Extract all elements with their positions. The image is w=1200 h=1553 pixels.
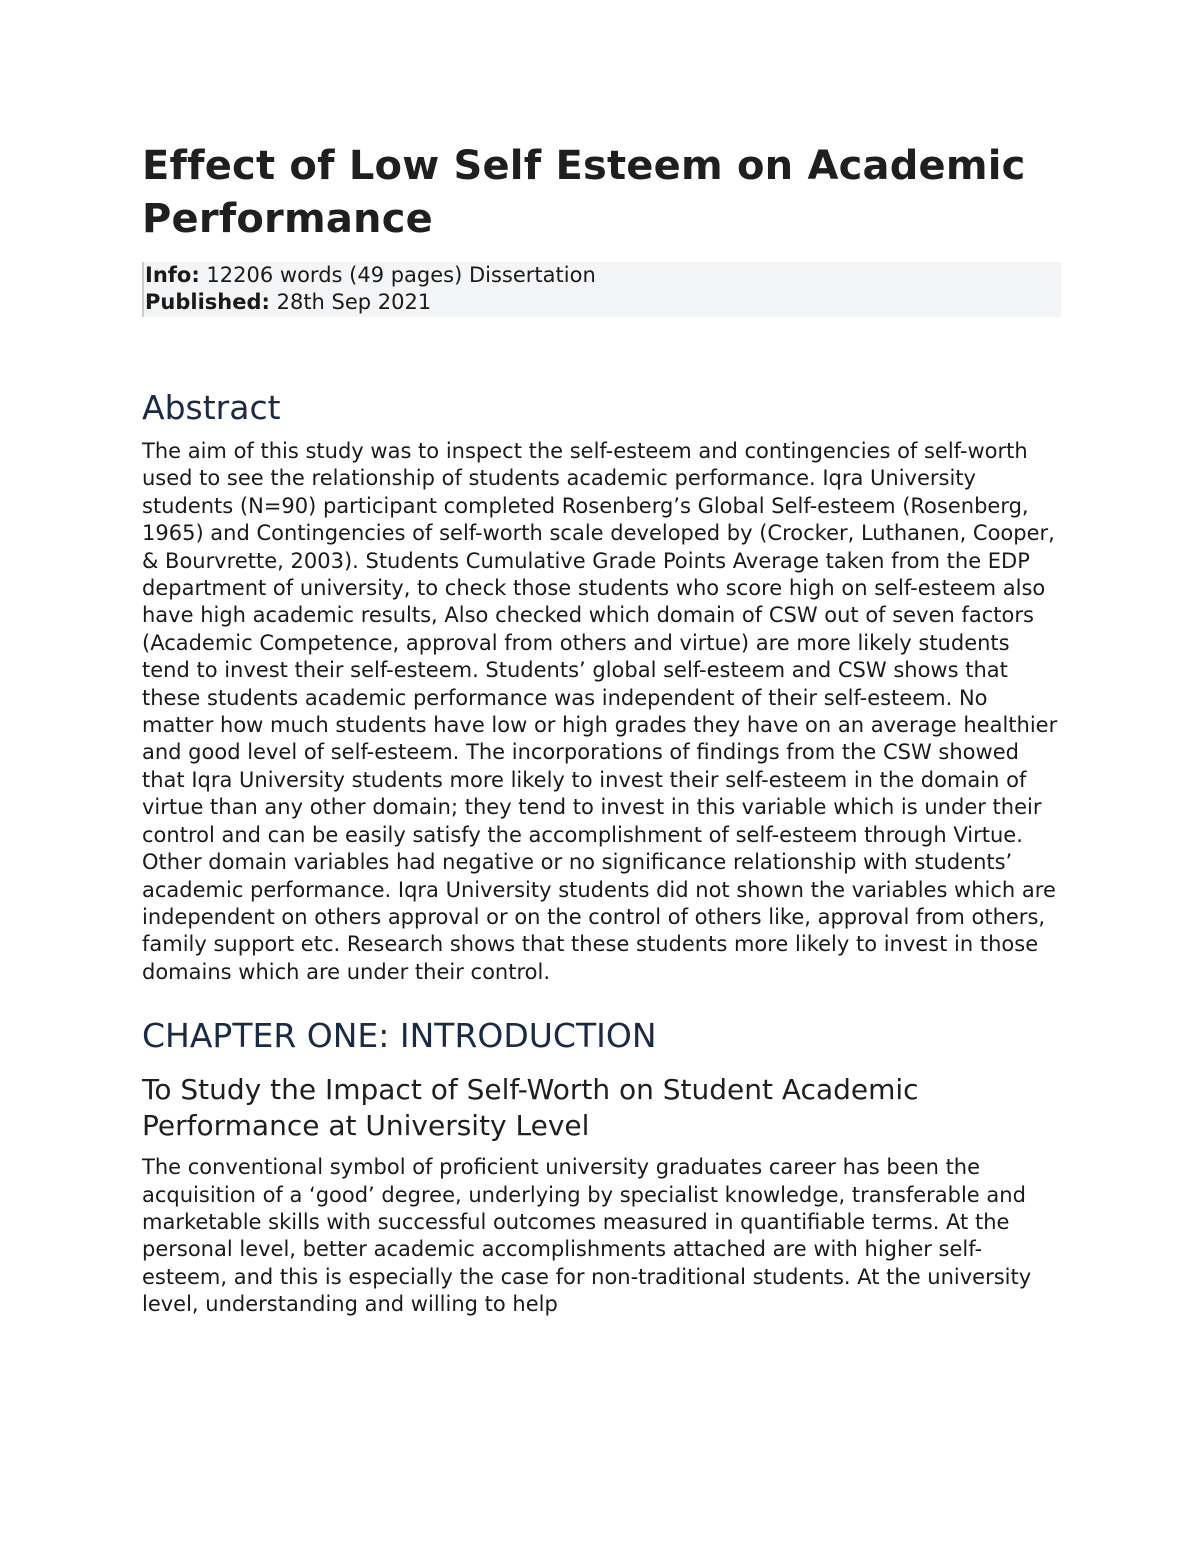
info-label: Info: bbox=[145, 263, 200, 287]
published-line bbox=[145, 289, 1061, 316]
info-box bbox=[142, 262, 1061, 317]
chapter-heading: CHAPTER ONE: INTRODUCTION bbox=[142, 1016, 657, 1056]
abstract-heading: Abstract bbox=[142, 388, 281, 427]
chapter-subheading: To Study the Impact of Self-Worth on Student Academic Performance at University Level bbox=[142, 1073, 919, 1143]
document-title: Effect of Low Self Esteem on Academic Performance bbox=[142, 143, 1026, 242]
info-line bbox=[145, 262, 1061, 289]
info-value: 12206 words (49 pages) Dissertation bbox=[206, 263, 596, 287]
published-value: 28th Sep 2021 bbox=[276, 290, 432, 314]
chapter-paragraph: The conventional symbol of proficient university graduates career has been the acquisition of a ‘good’ degree, underlying by specialist knowledge, transferable and marketable skills with successful outcomes measured in quantifiable terms. At the personal level, better academic accomplishments attached are with higher self-esteem, and this is especially the case for non-traditional students. At the university level, understanding and willing to help bbox=[142, 1155, 1032, 1317]
document-page bbox=[142, 140, 1060, 1319]
abstract-paragraph: The aim of this study was to inspect the self-esteem and contingencies of self-worth used to see the relationship of students academic performance. Iqra University students (N=90) participant completed Rosenberg’s Global Self-esteem (Rosenberg, 1965) and Contingencies of self-worth scale developed by (Crocker, Luthanen, Cooper, & Bourvrette, 2003). Students Cumulative Grade Points Average taken from the EDP department of university, to check those students who score high on self-esteem also have high academic results, Also checked which domain of CSW out of seven factors (Academic Competence, approval from others and virtue) are more likely students tend to invest their self-esteem. Students’ global self-esteem and CSW shows that these students academic performance was independent of their self-esteem. No matter how much students have low or high grades they have on an average healthier and good level of self-esteem. The incorporations of findings from the CSW showed that Iqra University students more likely to invest their self-esteem in the domain of virtue than any other domain; they tend to invest in this variable which is under their control and can be easily satisfy the accomplishment of self-esteem through Virtue. Other domain variables had negative or no significance relationship with students’ academic performance. Iqra University students did not shown the variables which are independent on others approval or on the control of others like, approval from others, family support etc. Research shows that these students more likely to invest in those domains which are under their control. bbox=[142, 439, 1058, 984]
published-label: Published: bbox=[145, 290, 270, 314]
